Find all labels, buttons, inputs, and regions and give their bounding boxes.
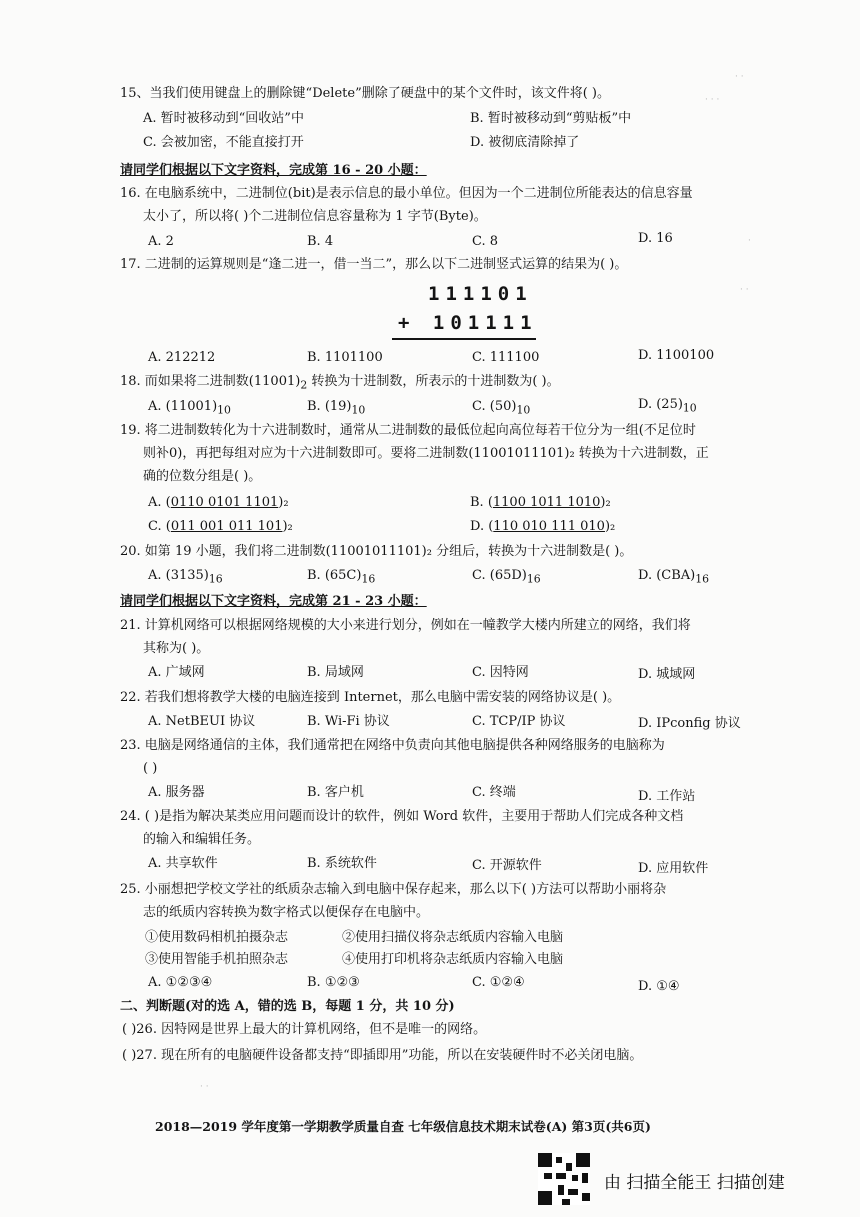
q25-method-2: ②使用扫描仪将杂志纸质内容输入电脑 xyxy=(342,930,564,945)
qr-code-icon xyxy=(538,1153,590,1205)
q17-option-b: B. 1101100 xyxy=(307,350,383,365)
q22-option-d: D. IPconfig 协议 xyxy=(638,716,741,731)
q23-option-c: C. 终端 xyxy=(472,785,516,800)
q16-stem-line2: 太小了，所以将( )个二进制位信息容量称为 1 字节(Byte)。 xyxy=(143,209,487,224)
q19-stem-line3: 确的位数分组是( )。 xyxy=(143,469,262,484)
q21-option-a: A. 广域网 xyxy=(148,665,205,680)
q25-stem-line2: 志的纸质内容转换为数字格式以便保存在电脑中。 xyxy=(143,905,430,920)
q18-option-a: A. $(11001)_{10}$ xyxy=(148,399,231,417)
q22-option-a: A. NetBEUI 协议 xyxy=(148,714,256,729)
q19-option-c: C. (011 001 011 101)₂ xyxy=(148,519,293,534)
q25-method-3: ③使用智能手机拍照杂志 xyxy=(145,952,289,967)
q25-option-b: B. ①②③ xyxy=(307,975,360,990)
q17-operand-bottom: + 101111 xyxy=(398,312,538,334)
q24-option-b: B. 系统软件 xyxy=(307,856,377,871)
q24-option-c: C. 开源软件 xyxy=(472,858,542,873)
q23-stem-line2: ( ) xyxy=(143,761,158,776)
q23-stem-line1: 23. 电脑是网络通信的主体，我们通常把在网络中负责向其他电脑提供各种网络服务的电脑称为 xyxy=(120,738,665,753)
q24-option-d: D. 应用软件 xyxy=(638,861,709,876)
q17-stem: 17. 二进制的运算规则是“逢二进一，借一当二”，那么以下二进制竖式运算的结果为( )。 xyxy=(120,257,628,272)
scan-speck: · · xyxy=(740,285,749,295)
q20-option-a: A. $(3135)_{16}$ xyxy=(148,568,223,586)
q24-stem-line2: 的输入和编辑任务。 xyxy=(143,832,261,847)
q20-stem: 20. 如第 19 小题，我们将二进制数(11001011101)₂ 分组后，转换为十六进制数是( )。 xyxy=(120,544,633,559)
q16-option-c: C. 8 xyxy=(472,234,499,249)
q25-method-1: ①使用数码相机拍摄杂志 xyxy=(145,930,289,945)
q23-option-a: A. 服务器 xyxy=(148,785,205,800)
q23-option-d: D. 工作站 xyxy=(638,789,696,804)
q17-option-d: D. 1100100 xyxy=(638,348,715,363)
q20-option-b: B. $(65C)_{16}$ xyxy=(307,568,376,586)
q24-stem-line1: 24. ( )是指为解决某类应用问题而设计的软件，例如 Word 软件，主要用于帮助人们完成各种文档 xyxy=(120,809,684,824)
q15-stem: 15、当我们使用键盘上的删除键“Delete”删除了硬盘中的某个文件时，该文件将( )。 xyxy=(120,86,610,101)
q19-stem-line1: 19. 将二进制数转化为十六进制数时，通常从二进制数的最低位起向高位每若干位分为一组(不足位时 xyxy=(120,423,696,438)
q21-option-c: C. 因特网 xyxy=(472,665,529,680)
q16-option-b: B. 4 xyxy=(307,234,334,249)
q19-option-a: A. (0110 0101 1101)₂ xyxy=(148,495,289,510)
part2-heading: 二、判断题(对的选 A，错的选 B，每题 1 分，共 10 分) xyxy=(120,999,455,1014)
q16-option-d: D. 16 xyxy=(638,231,673,246)
section-heading-21-23: 请同学们根据以下文字资料，完成第 21 - 23 小题： xyxy=(120,594,427,609)
scan-speck: · · · xyxy=(705,95,720,105)
q17-sum-rule xyxy=(392,338,536,340)
q18-option-c: C. $(50)_{10}$ xyxy=(472,399,531,417)
q18-stem: 18. 而如果将二进制数$(11001)_2$ 转换为十进制数，所表示的十进制数为( )。 xyxy=(120,374,560,392)
scan-speck: · xyxy=(748,236,751,246)
scanner-watermark-text: 由 扫描全能王 扫描创建 xyxy=(604,1173,785,1193)
scan-speck: · · xyxy=(735,72,744,82)
section-heading-16-20: 请同学们根据以下文字资料，完成第 16 - 20 小题： xyxy=(120,163,427,178)
q25-method-4: ④使用打印机将杂志纸质内容输入电脑 xyxy=(342,952,564,967)
q23-option-b: B. 客户机 xyxy=(307,785,364,800)
q25-option-c: C. ①②④ xyxy=(472,975,525,990)
q21-option-b: B. 局域网 xyxy=(307,665,364,680)
q19-option-d: D. (110 010 111 010)₂ xyxy=(470,519,616,534)
q20-option-c: C. $(65D)_{16}$ xyxy=(472,568,541,586)
q22-stem: 22. 若我们想将教学大楼的电脑连接到 Internet，那么电脑中需安装的网络协议是( )。 xyxy=(120,690,621,705)
page-footer: 2018—2019 学年度第一学期教学质量自查 七年级信息技术期末试卷(A) 第3页(共6页) xyxy=(155,1119,651,1134)
q17-option-a: A. 212212 xyxy=(148,350,216,365)
q25-option-a: A. ①②③④ xyxy=(148,975,213,990)
q18-option-b: B. $(19)_{10}$ xyxy=(307,399,366,417)
q25-stem-line1: 25. 小丽想把学校文学社的纸质杂志输入到电脑中保存起来，那么以下( )方法可以帮助小丽将杂 xyxy=(120,882,667,897)
q17-option-c: C. 111100 xyxy=(472,350,540,365)
q16-stem-line1: 16. 在电脑系统中，二进制位(bit)是表示信息的最小单位。但因为一个二进制位所能表达的信息容量 xyxy=(120,186,693,201)
q17-operand-top: 111101 xyxy=(428,283,533,305)
q15-option-a: A. 暂时被移动到“回收站”中 xyxy=(143,111,304,126)
q15-option-d: D. 被彻底清除掉了 xyxy=(470,135,580,150)
q19-stem-line2: 则补0)，再把每组对应为十六进制数即可。要将二进制数(11001011101)₂ 转换为十六进制数，正 xyxy=(143,446,709,461)
q18-option-d: D. $(25)_{10}$ xyxy=(638,397,697,415)
q27: ( )27. 现在所有的电脑硬件设备都支持“即插即用”功能，所以在安装硬件时不必关闭电脑。 xyxy=(122,1048,643,1063)
q16-option-a: A. 2 xyxy=(148,234,174,249)
q24-option-a: A. 共享软件 xyxy=(148,856,218,871)
q22-option-b: B. Wi-Fi 协议 xyxy=(307,714,390,729)
q21-stem-line1: 21. 计算机网络可以根据网络规模的大小来进行划分，例如在一幢教学大楼内所建立的网络，我们将 xyxy=(120,618,691,633)
q26: ( )26. 因特网是世界上最大的计算机网络，但不是唯一的网络。 xyxy=(122,1022,487,1037)
q22-option-c: C. TCP/IP 协议 xyxy=(472,714,566,729)
scan-speck: · · xyxy=(200,1082,209,1092)
q15-option-b: B. 暂时被移动到“剪贴板”中 xyxy=(470,111,632,126)
q21-option-d: D. 城域网 xyxy=(638,667,696,682)
q25-option-d: D. ①④ xyxy=(638,979,680,994)
q15-option-c: C. 会被加密，不能直接打开 xyxy=(143,135,304,150)
q19-option-b: B. (1100 1011 1010)₂ xyxy=(470,495,611,510)
q21-stem-line2: 其称为( )。 xyxy=(143,641,210,656)
q20-option-d: D. $(CBA)_{16}$ xyxy=(638,568,710,586)
